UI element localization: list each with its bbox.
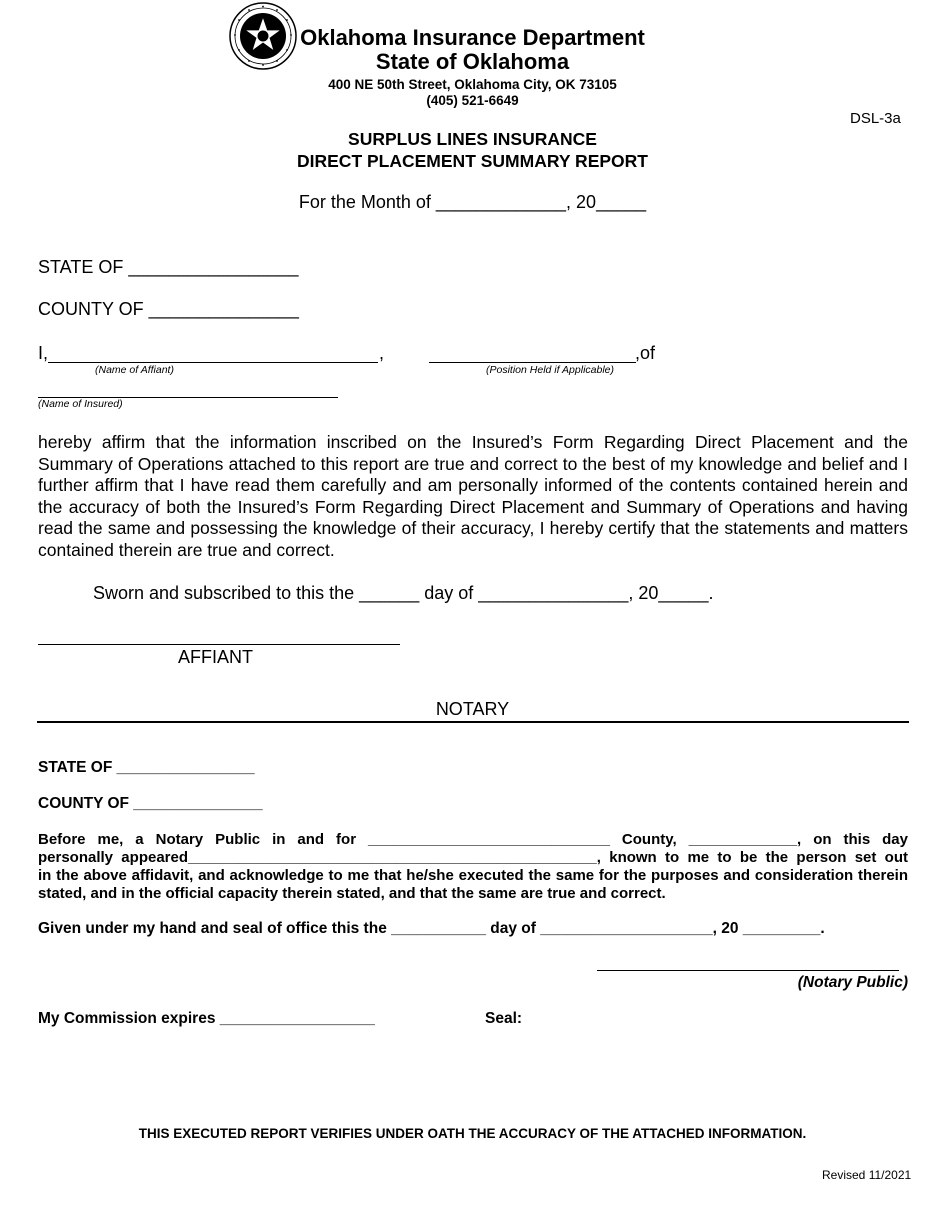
affiant-label: AFFIANT — [178, 647, 253, 667]
affidavit-state-field[interactable]: STATE OF _________________ — [38, 257, 299, 277]
affidavit-statement: hereby affirm that the information inscribed on the Insured’s Form Regarding Direct Placement and the Summary of Operations attached to this report are true and correct to the best of my knowledge and belief and I further affirm that I have read them carefully and am personally informed of the contents contained herein and the accuracy of both the Insured’s Form Regarding Direct Placement and Summary of Operations and having read the same and possessing the knowledge of their accuracy, I hereby certify that the statements and matters contained therein are true and correct. — [38, 432, 908, 560]
affiant-name-caption: (Name of Affiant) — [95, 364, 174, 376]
commission-expires-field[interactable]: My Commission expires __________________ — [38, 1010, 375, 1027]
notary-signature-line[interactable] — [597, 970, 899, 971]
notary-public-label: (Notary Public) — [797, 974, 908, 991]
notary-county-field[interactable]: COUNTY OF _______________ — [38, 795, 263, 812]
verification-footer: THIS EXECUTED REPORT VERIFIES UNDER OATH THE ACCURACY OF THE ATTACHED INFORMATION. — [138, 1126, 807, 1141]
department-contact — [300, 77, 645, 109]
report-title — [200, 128, 745, 172]
affiant-comma: , — [379, 343, 385, 363]
notary-statement-line1[interactable]: Before me, a Notary Public in and for _____________________________ County, _____________, on this day — [38, 831, 908, 848]
state-name: State of Oklahoma — [375, 49, 570, 74]
position-line[interactable] — [429, 362, 636, 363]
month-field[interactable]: For the Month of _____________, 20_____ — [298, 192, 647, 212]
state-seal-icon — [229, 2, 297, 70]
position-caption: (Position Held if Applicable) — [486, 364, 615, 376]
department-name: Oklahoma Insurance Department — [300, 25, 645, 50]
notary-statement — [38, 831, 908, 903]
position-suffix: ,of — [635, 343, 656, 363]
affidavit-county-field[interactable]: COUNTY OF _______________ — [38, 299, 299, 319]
insured-name-caption: (Name of Insured) — [38, 398, 123, 410]
affiant-signature-line[interactable] — [38, 644, 400, 645]
revision-date: Revised 11/2021 — [822, 1168, 912, 1182]
given-under-hand-line[interactable]: Given under my hand and seal of office this the ___________ day of ____________________, 20 _________. — [38, 920, 825, 937]
notary-statement-rest: in the above affidavit, and acknowledge to me that he/she executed the same for the purposes and consideration therein stated, and in the official capacity therein stated, and that the same are true and correct. — [38, 867, 908, 902]
form-id: DSL-3a — [850, 110, 901, 127]
notary-divider — [37, 721, 909, 723]
affiant-prefix: I, — [38, 343, 49, 363]
notary-heading: NOTARY — [435, 699, 510, 719]
department-phone: (405) 521-6649 — [426, 93, 519, 108]
affiant-name-line[interactable] — [48, 362, 378, 363]
notary-statement-line2[interactable]: personally appeared_________________________________________________, known to me to be the person set out — [38, 849, 908, 866]
sworn-line[interactable]: Sworn and subscribed to this the ______ day of _______________, 20_____. — [93, 583, 714, 603]
department-title — [300, 26, 645, 74]
department-address: 400 NE 50th Street, Oklahoma City, OK 73105 — [328, 77, 617, 92]
seal-label: Seal: — [485, 1010, 523, 1027]
report-title-line2: DIRECT PLACEMENT SUMMARY REPORT — [297, 151, 648, 171]
report-title-line1: SURPLUS LINES INSURANCE — [348, 129, 597, 149]
notary-state-field[interactable]: STATE OF ________________ — [38, 759, 255, 776]
